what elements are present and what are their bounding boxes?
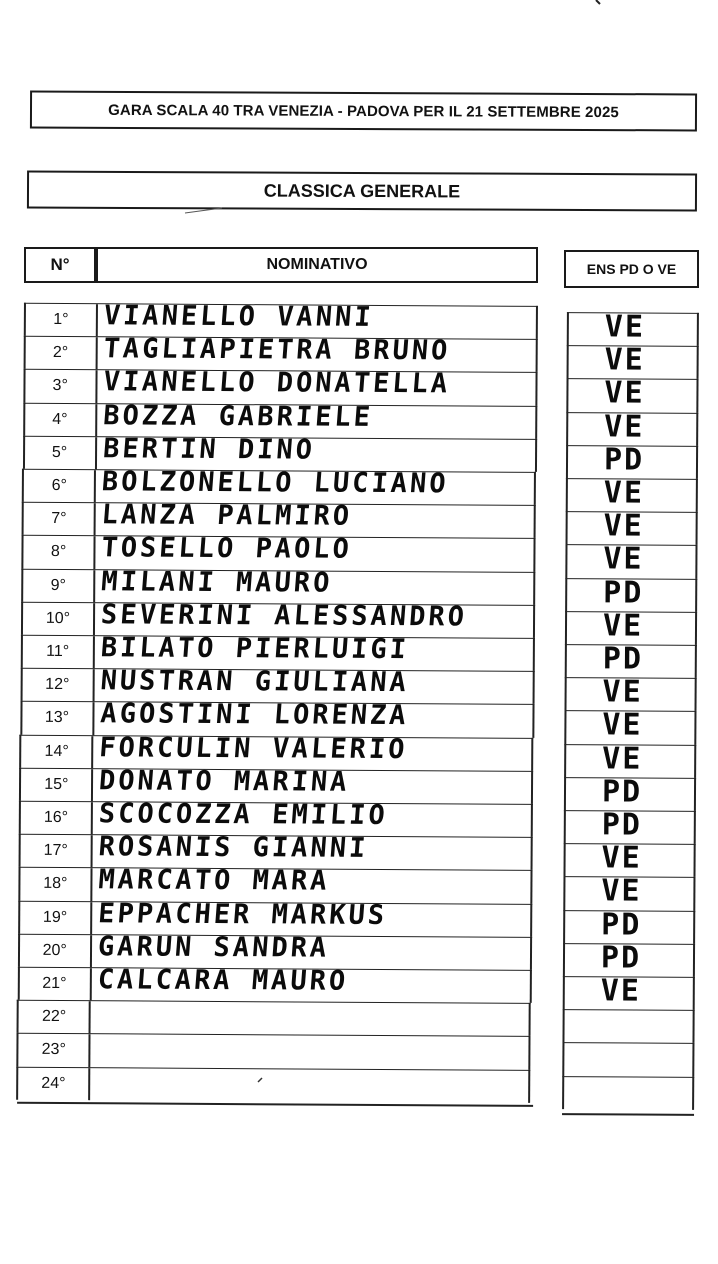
team-cell <box>566 475 698 512</box>
table-row <box>20 698 534 737</box>
table-row <box>20 731 534 770</box>
row-team: VE <box>601 840 642 876</box>
row-position: 1° <box>26 304 98 337</box>
row-position: 20° <box>20 935 92 968</box>
row-position: 6° <box>24 470 96 503</box>
row-team: VE <box>601 873 642 909</box>
table-row <box>18 897 532 936</box>
row-position: 19° <box>20 901 92 934</box>
row-name: DONATO MARINA <box>98 765 351 798</box>
row-position: 2° <box>25 337 97 370</box>
team-cell <box>565 574 697 612</box>
row-position: 9° <box>23 569 95 602</box>
table-row <box>23 399 537 438</box>
team-cell <box>562 1042 694 1076</box>
row-team: VE <box>602 608 644 644</box>
team-cell <box>566 508 698 545</box>
column-header-team: ENS PD O VE <box>564 250 699 288</box>
row-position: 4° <box>25 403 97 436</box>
table-bottom-border <box>17 1102 533 1107</box>
row-team: PD <box>601 807 643 843</box>
table-row <box>21 565 535 604</box>
table-row <box>23 366 537 405</box>
row-position: 17° <box>21 835 93 868</box>
row-position: 23° <box>19 1034 91 1067</box>
team-cell <box>565 674 697 711</box>
team-cell <box>562 1009 694 1043</box>
row-position: 16° <box>21 802 93 835</box>
page-title: GARA SCALA 40 TRA VENEZIA - PADOVA PER IL 21 SETTEMBRE 2025 <box>30 91 697 132</box>
team-cell <box>563 906 695 944</box>
row-position: 12° <box>22 669 94 702</box>
team-cell <box>566 442 698 479</box>
team-cell <box>567 309 699 346</box>
page-subtitle: CLASSICA GENERALE <box>27 171 697 212</box>
row-position: 13° <box>22 702 94 735</box>
row-team: VE <box>602 707 643 743</box>
row-team: PD <box>600 940 642 976</box>
row-name: VIANELLO VANNI <box>102 300 375 333</box>
row-name: SCOCOZZA EMILIO <box>97 798 390 832</box>
team-column-bottom-border <box>562 1113 694 1116</box>
team-cell <box>564 774 696 811</box>
row-name: BERTIN DINO <box>101 433 316 466</box>
row-position: 22° <box>19 1001 91 1034</box>
row-team: PD <box>603 442 645 478</box>
row-name: AGOSTINI LORENZA <box>98 698 410 732</box>
row-team: VE <box>604 375 645 411</box>
row-name: EPPACHER MARKUS <box>96 897 389 931</box>
table-row <box>18 864 532 903</box>
row-position: 14° <box>22 735 94 768</box>
table-row <box>17 1000 531 1036</box>
row-position: 15° <box>21 769 93 802</box>
row-name: MILANI MAURO <box>100 565 334 599</box>
table-row <box>17 964 531 1003</box>
row-team: VE <box>600 973 642 1009</box>
team-cell <box>565 608 697 645</box>
team-cell <box>564 740 696 778</box>
row-position: 8° <box>24 536 96 569</box>
team-cell <box>565 541 697 578</box>
row-name: GARUN SANDRA <box>96 931 331 964</box>
row-name: SEVERINI ALESSANDRO <box>99 599 469 633</box>
table-row <box>16 1066 530 1102</box>
team-cell <box>564 707 696 744</box>
row-team: VE <box>603 541 644 577</box>
row-name: BOLZONELLO LUCIANO <box>101 466 451 500</box>
team-cell <box>562 1076 694 1110</box>
team-cell <box>563 973 695 1010</box>
row-name: FORCULIN VALERIO <box>98 731 409 765</box>
row-name: BILATO PIERLUIGI <box>99 632 410 666</box>
row-team: VE <box>604 408 645 445</box>
table-row <box>22 532 536 571</box>
row-team: PD <box>602 641 644 677</box>
team-cell <box>566 375 698 412</box>
table-row <box>17 1033 531 1069</box>
row-position: 3° <box>25 370 97 403</box>
team-cell <box>563 873 695 910</box>
row-position: 24° <box>18 1067 90 1100</box>
row-team: PD <box>601 774 643 810</box>
row-team: VE <box>603 508 644 544</box>
team-cell <box>564 807 696 844</box>
column-header-number: N° <box>24 247 96 283</box>
row-team: PD <box>603 574 644 611</box>
row-position: 11° <box>23 636 95 669</box>
team-cell <box>563 840 695 877</box>
row-name: NUSTRAN GIULIANA <box>99 665 410 699</box>
row-position: 21° <box>19 968 91 1001</box>
row-name: ROSANIS GIANNI <box>97 831 370 865</box>
row-name: VIANELLO DONATELLA <box>102 366 452 400</box>
row-team: VE <box>604 309 646 345</box>
row-position: 10° <box>23 603 95 636</box>
row-position: 7° <box>24 503 96 536</box>
row-team: VE <box>602 740 643 777</box>
team-cell <box>563 940 695 977</box>
row-name: TOSELLO PAOLO <box>100 532 354 566</box>
row-name: TAGLIAPIETRA BRUNO <box>102 333 452 367</box>
team-cell <box>567 342 699 379</box>
team-cell <box>565 641 697 678</box>
team-cell <box>566 408 698 446</box>
row-name: CALCARA MAURO <box>96 964 349 997</box>
row-name: LANZA PALMIRO <box>100 499 354 532</box>
row-name: MARCATO MARA <box>97 864 331 898</box>
row-name: BOZZA GABRIELE <box>101 399 374 433</box>
row-position: 18° <box>20 868 92 901</box>
row-team: VE <box>603 475 645 511</box>
row-team: VE <box>604 342 645 378</box>
column-header-name: NOMINATIVO <box>96 247 538 283</box>
row-position: 5° <box>24 437 96 470</box>
row-team: PD <box>601 906 642 943</box>
row-team: VE <box>602 674 643 710</box>
